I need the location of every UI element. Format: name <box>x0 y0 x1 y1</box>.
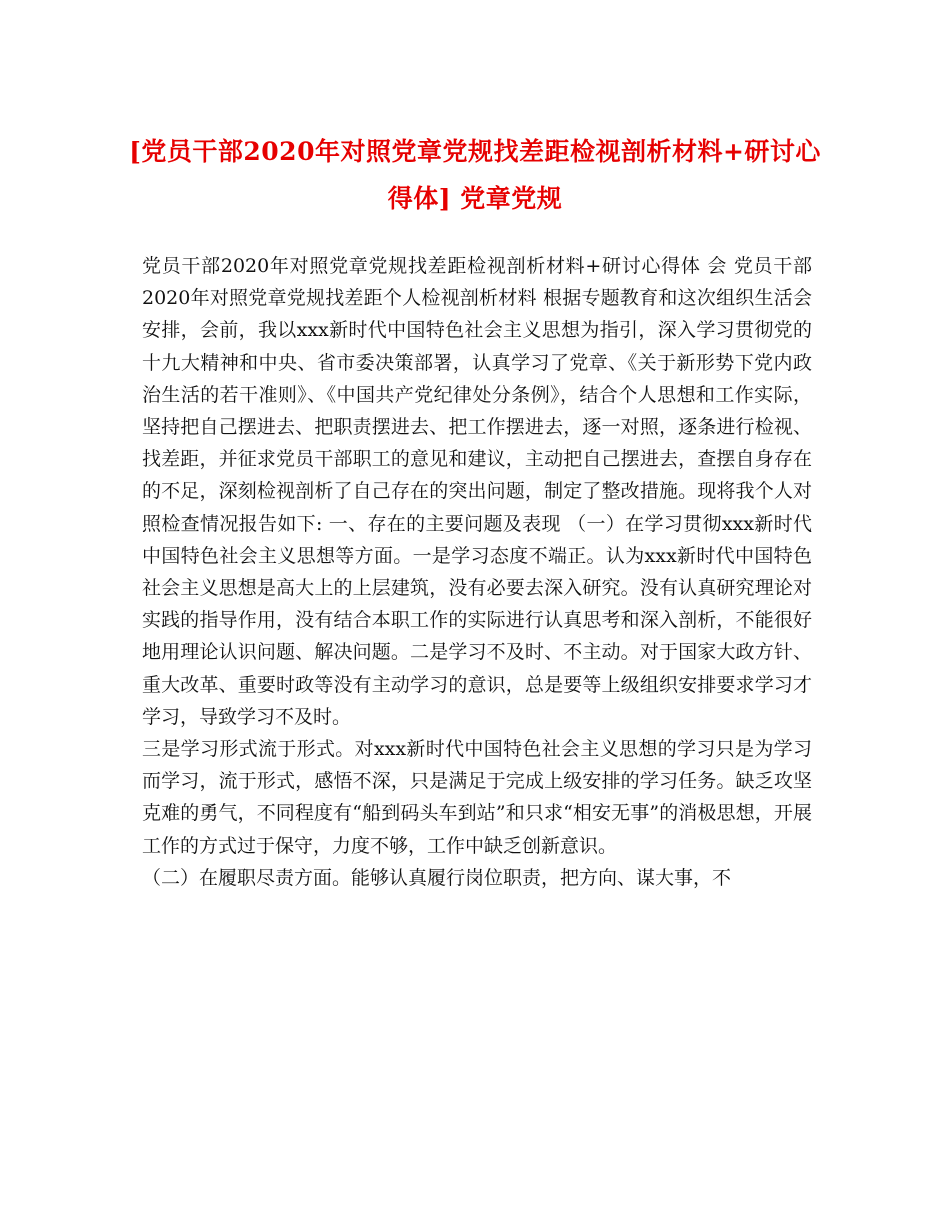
document-title: [党员干部2020年对照党章党规找差距检视剖析材料+研讨心得体] 党章党规 <box>129 137 821 213</box>
paragraph-2: 三是学习形式流于形式。对xxx新时代中国特色社会主义思想的学习只是为学习而学习，流于形式，感悟不深，只是满足于完成上级安排的学习任务。缺乏攻坚克难的勇气，不同程度有“船到码头车到站”和只求“相安无事”的消极思想，开展工作的方式过于保守，力度不够，工作中缺乏创新意识。 <box>142 738 812 857</box>
document-body <box>142 250 812 894</box>
paragraph-1: 党员干部2020年对照党章党规找差距检视剖析材料+研讨心得体 会 党员干部2020年对照党章党规找差距个人检视剖析材料 根据专题教育和这次组织生活会安排，会前，我以xxx新时代中国特色社会主义思想为指引，深入学习贯彻党的十九大精神和中央、省市委决策部署，认真学习了党章、《关于新形势下党内政治生活的若干准则》、《中国共产党纪律处分条例》，结合个人思想和工作实际，坚持把自己摆进去、把职责摆进去、把工作摆进去，逐一对照，逐条进行检视、找差距，并征求党员干部职工的意见和建议，主动把自己摆进去，查摆自身存在的不足，深刻检视剖析了自己存在的突出问题，制定了整改措施。现将我个人对照检查情况报告如下: 一、存在的主要问题及表现 （一）在学习贯彻xxx新时代中国特色社会主义思想等方面。一是学习态度不端正。认为xxx新时代中国特色社会主义思想是高大上的上层建筑，没有必要去深入研究。没有认真研究理论对实践的指导作用，没有结合本职工作的实际进行认真思考和深入剖析，不能很好地用理论认识问题、解决问题。二是学习不及时、不主动。对于国家大政方针、重大改革、重要时政等没有主动学习的意识，总是要等上级组织安排要求学习才学习，导致学习不及时。 <box>142 255 812 728</box>
paragraph-3: （二）在履职尽责方面。能够认真履行岗位职责，把方向、谋大事，不 <box>142 866 732 889</box>
